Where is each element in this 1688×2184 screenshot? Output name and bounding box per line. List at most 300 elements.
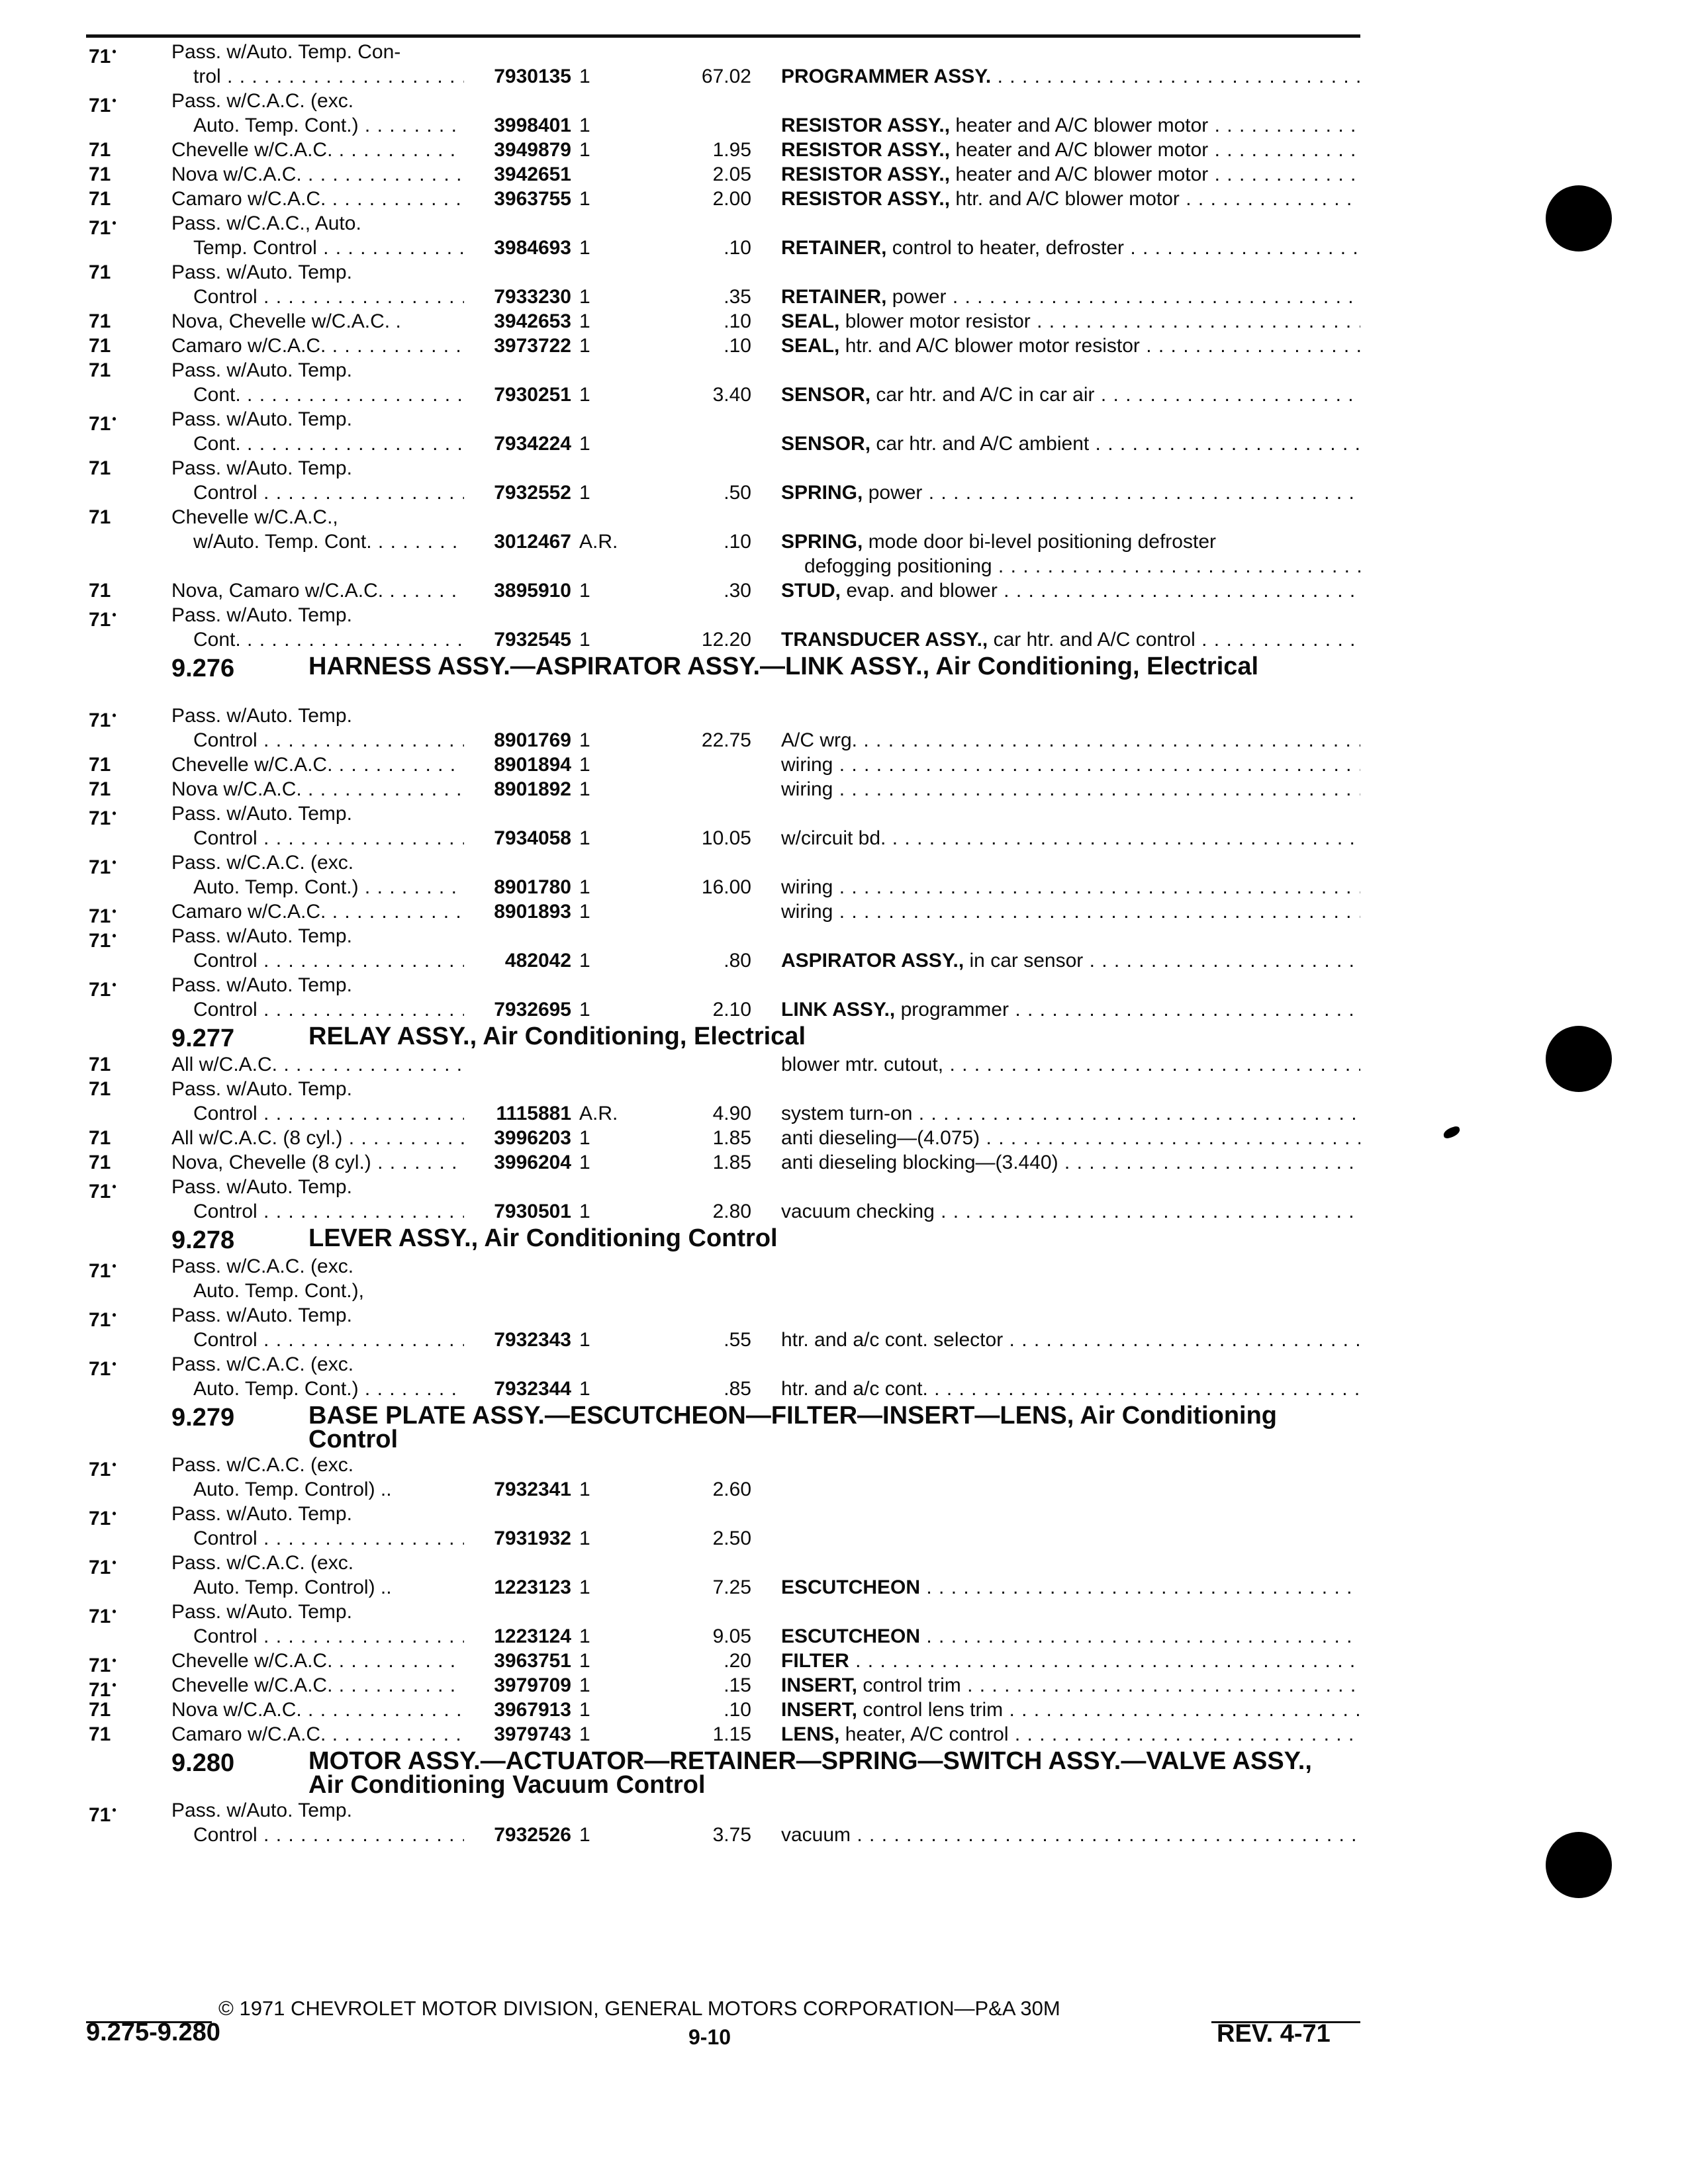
list-item [0,236,1688,260]
quantity: 1 [579,482,590,504]
price: .10 [724,335,751,357]
list-item [0,1698,1688,1722]
model-year-value: 71 [89,1699,111,1721]
quantity: 1 [579,1824,590,1846]
application: Pass. w/Auto. Temp. [171,261,352,283]
quantity: 1 [579,237,590,259]
model-year-value: 71 [89,1181,111,1203]
description-detail: anti dieseling—(4.075) [781,1127,980,1149]
description [781,1673,1360,1698]
list-item [0,358,1688,383]
application: Pass. w/Auto. Temp. [171,457,352,479]
list-item [0,899,1688,927]
description-detail: control trim [857,1674,961,1696]
application: Chevelle w/C.A.C. . . . [171,752,464,777]
price: .80 [724,950,751,972]
model-year [89,505,155,529]
section-title: BASE PLATE ASSY.—ESCUTCHEON—FILTER—INSERT—LENS, Air Conditioning Control [308,1402,1278,1453]
description [781,899,1360,924]
quantity: 1 [579,1378,590,1400]
application: Pass. w/C.A.C. (exc. [171,852,354,874]
price: 22.75 [701,729,751,751]
section-number: 9.276 [171,655,235,682]
list-item [0,113,1688,138]
description [781,383,1360,407]
description [804,554,1360,578]
application: Auto. Temp. Control) .. [193,1479,392,1500]
price: 9.05 [712,1625,751,1647]
description-detail: htr. and A/C blower motor [950,188,1180,210]
description [781,1649,1360,1673]
part-number: 1223123 [494,1576,571,1598]
star-mark: • [112,807,117,820]
description [781,187,1360,211]
quantity: 1 [579,188,590,210]
quantity: 1 [579,433,590,455]
model-year-value: 71 [89,1557,111,1578]
list-item [0,1575,1688,1600]
quantity: 1 [579,950,590,972]
list-item [0,211,1688,239]
description-detail: system turn-on [781,1103,913,1124]
section-title: RELAY ASSY., Air Conditioning, Electrical [308,1023,806,1050]
description [781,948,1360,973]
list-item [0,1722,1688,1747]
list-item [0,89,1688,116]
footer-section-range: 9.275-9.280 [86,2019,220,2046]
list-item [0,1649,1688,1676]
description-detail: car htr. and A/C ambient [870,433,1090,455]
section-number: 9.277 [171,1024,235,1052]
quantity: 1 [579,1625,590,1647]
section-number: 9.279 [171,1404,235,1432]
quantity: 1 [579,729,590,751]
quantity: 1 [579,580,590,602]
model-year [89,334,155,358]
list-item [0,1477,1688,1502]
part-number: 3895910 [494,580,571,602]
star-mark: • [112,94,117,107]
application: Pass. w/Auto. Temp. [171,408,352,430]
description-detail: blower motor resistor [839,310,1031,332]
list-item [0,1175,1688,1203]
quantity: 1 [579,1329,590,1351]
quantity: 1 [579,114,590,136]
quantity: 1 [579,66,590,87]
star-mark: • [112,905,117,918]
application: Nova, Chevelle w/C.A.C. . [171,310,401,332]
quantity: 1 [579,1650,590,1672]
part-number: 1223124 [494,1625,571,1647]
price: .10 [724,237,751,259]
quantity: 1 [579,384,590,406]
application: Camaro w/C.A.C. . . . [171,187,464,211]
list-item [0,627,1688,652]
price: .85 [724,1378,751,1400]
price: 1.85 [712,1152,751,1173]
description-name: LINK ASSY., [781,999,896,1021]
description-name: FILTER [781,1650,849,1672]
application: Camaro w/C.A.C. . . . [171,334,464,358]
model-year-value: 71 [89,413,111,435]
description [781,432,1360,456]
application: Pass. w/Auto. Temp. [171,1304,352,1326]
model-year-value: 71 [89,46,111,68]
application: All w/C.A.C. (8 cyl.) . . . [171,1126,464,1150]
model-year-value: 71 [89,709,111,731]
application: Control . . . [193,480,464,505]
list-item [0,407,1688,435]
star-mark: • [112,1180,117,1193]
description-detail: htr. and A/C blower motor resistor [839,335,1140,357]
price: 2.80 [712,1201,751,1222]
description-name: SEAL, [781,335,840,357]
application: Cont. . . . [193,432,464,456]
list-item [0,309,1688,334]
section-title: LEVER ASSY., Air Conditioning Control [308,1224,778,1252]
list-item [0,383,1688,407]
star-mark: • [112,929,117,942]
list-item [0,64,1688,89]
model-year-value: 71 [89,930,111,952]
quantity: 1 [579,1723,590,1745]
model-year-value: 71 [89,807,111,829]
description [781,1126,1360,1150]
application: Nova, Chevelle (8 cyl.) . . . [171,1150,464,1175]
description-detail: car htr. and A/C control [988,629,1196,651]
model-year [89,1077,155,1101]
list-item [0,1624,1688,1649]
price: .55 [724,1329,751,1351]
description-detail: control to heater, defroster [886,237,1124,259]
model-year-value: 71 [89,1723,111,1745]
price: .30 [724,580,751,602]
star-mark: • [112,1654,117,1667]
quantity: 1 [579,827,590,849]
model-year-value: 71 [89,261,111,283]
list-item [0,1126,1688,1150]
application: Pass. w/Auto. Temp. [171,1799,352,1821]
model-year [89,138,155,162]
model-year [89,309,155,334]
description [781,113,1360,138]
application: Pass. w/Auto. Temp. [171,1503,352,1525]
description-detail: wiring [781,778,833,800]
description-name: TRANSDUCER ASSY., [781,629,988,651]
list-item [0,777,1688,801]
list-item [0,456,1688,480]
star-mark: • [112,1308,117,1322]
application: Auto. Temp. Control) .. [193,1576,392,1598]
list-item [0,1502,1688,1529]
part-number: 3942651 [494,163,571,185]
model-year-value: 71 [89,217,111,239]
part-number: 7930251 [494,384,571,406]
part-number: 7932526 [494,1824,571,1846]
description-name: RETAINER, [781,286,887,308]
application: Pass. w/Auto. Temp. [171,925,352,947]
part-number: 7931932 [494,1527,571,1549]
list-item [0,826,1688,850]
list-item [0,704,1688,731]
list-item [0,1673,1688,1701]
description-detail: w/circuit bd. [781,827,886,849]
description-detail: htr. and a/c cont. [781,1378,928,1400]
part-number: 3973722 [494,335,571,357]
description [781,826,1360,850]
star-mark: • [112,1605,117,1618]
part-number: 8901894 [494,754,571,776]
price: 7.25 [712,1576,751,1598]
list-item [0,1279,1688,1303]
model-year-value: 71 [89,979,111,1001]
quantity: 1 [579,778,590,800]
description [781,1150,1360,1175]
model-year-value: 71 [89,139,111,161]
description [781,1101,1360,1126]
description-name: SEAL, [781,310,840,332]
section-heading [0,652,1688,704]
model-year [89,187,155,211]
application: Pass. w/Auto. Temp. [171,359,352,381]
application: All w/C.A.C. . . . [171,1052,464,1077]
model-year-value: 71 [89,778,111,800]
application: Pass. w/Auto. Temp. [171,974,352,996]
section-heading [0,1224,1688,1254]
part-number: 8901769 [494,729,571,751]
application: Control . . . [193,1328,464,1352]
application: Auto. Temp. Cont.) . . . [193,875,464,899]
section-heading [0,1022,1688,1052]
model-year [89,1150,155,1175]
application: Pass. w/C.A.C. (exc. [171,1454,354,1476]
application: Pass. w/Auto. Temp. [171,803,352,825]
list-item [0,801,1688,829]
section-heading [0,1401,1688,1453]
quantity: 1 [579,876,590,898]
description [781,309,1360,334]
description-detail: defogging positioning [804,555,992,577]
description-detail: htr. and a/c cont. selector [781,1329,1004,1351]
quantity: 1 [579,1152,590,1173]
model-year-value: 71 [89,335,111,357]
description-name: RETAINER, [781,237,887,259]
application: Pass. w/C.A.C. (exc. [171,90,354,112]
part-number: 3996204 [494,1152,571,1173]
star-mark: • [112,1507,117,1520]
model-year-value: 71 [89,856,111,878]
price: 10.05 [701,827,751,849]
star-mark: • [112,1259,117,1273]
list-item [0,480,1688,505]
model-year-value: 71 [89,1655,111,1676]
model-year-value: 71 [89,1459,111,1480]
price: 1.85 [712,1127,751,1149]
price: .10 [724,531,751,553]
application: Control . . . [193,1823,464,1847]
part-number: 7934224 [494,433,571,455]
list-item [0,578,1688,603]
quantity: 1 [579,139,590,161]
part-number: 482042 [504,950,571,972]
description-name: RESISTOR ASSY., [781,163,951,185]
application: Pass. w/C.A.C. (exc. [171,1552,354,1574]
part-number: 7930135 [494,66,571,87]
list-item [0,432,1688,456]
star-mark: • [112,216,117,230]
star-mark: • [112,1803,117,1817]
description-name: INSERT, [781,1674,858,1696]
description-detail: heater and A/C blower motor [950,163,1209,185]
part-number: 3949879 [494,139,571,161]
price: .15 [724,1674,751,1696]
description-name: ESCUTCHEON [781,1576,921,1598]
part-number: 7932344 [494,1378,571,1400]
list-item [0,1526,1688,1551]
price: 2.10 [712,999,751,1021]
application: Auto. Temp. Cont.) . . . [193,113,464,138]
price: 67.02 [701,66,751,87]
description-name: ASPIRATOR ASSY., [781,950,964,972]
list-item [0,850,1688,878]
star-mark: • [112,1556,117,1569]
part-number: 3996203 [494,1127,571,1149]
star-mark: • [112,1357,117,1371]
description [781,1722,1360,1747]
description [781,777,1360,801]
model-year [89,162,155,187]
description-name: INSERT, [781,1699,858,1721]
section-number: 9.278 [171,1226,235,1254]
price: 2.05 [712,163,751,185]
list-item [0,554,1688,578]
section-number: 9.280 [171,1749,235,1777]
price: 4.90 [712,1103,751,1124]
footer-revision: REV. 4-71 [1217,2020,1331,2048]
application: Control . . . [193,1199,464,1224]
quantity: 1 [579,1127,590,1149]
description [781,138,1360,162]
list-item [0,948,1688,973]
description [781,1052,1360,1077]
description [781,1199,1360,1224]
list-item [0,603,1688,631]
quantity: 1 [579,629,590,651]
application: Control . . . [193,728,464,752]
description-name: SPRING, [781,531,863,553]
list-item [0,752,1688,777]
footer-page-number: 9-10 [688,2025,731,2049]
application: Pass. w/Auto. Temp. [171,604,352,626]
quantity: 1 [579,310,590,332]
star-mark: • [112,45,117,58]
model-year-value: 71 [89,359,111,381]
description-detail: vacuum [781,1824,851,1846]
model-year-value: 71 [89,506,111,528]
description-name: PROGRAMMER ASSY. [781,66,992,87]
model-year-value: 71 [89,1054,111,1075]
description-detail: power [863,482,923,504]
part-number: 3979743 [494,1723,571,1745]
model-year-value: 71 [89,1679,111,1701]
star-mark: • [112,856,117,869]
part-number: 7932552 [494,482,571,504]
model-year-value: 71 [89,1804,111,1826]
application: Nova, Camaro w/C.A.C. . . . [171,578,464,603]
price: .35 [724,286,751,308]
application: Cont. . . . [193,627,464,652]
application: Pass. w/C.A.C. (exc. [171,1255,354,1277]
application: Control . . . [193,826,464,850]
description-name: RESISTOR ASSY., [781,114,951,136]
price: 2.00 [712,188,751,210]
list-item [0,260,1688,285]
description-detail: programmer [895,999,1009,1021]
description-detail: wiring [781,876,833,898]
list-item [0,1600,1688,1627]
star-mark: • [112,1458,117,1471]
price: 16.00 [701,876,751,898]
description-name: SENSOR, [781,433,871,455]
model-year-value: 71 [89,1606,111,1627]
description-detail: blower mtr. cutout, [781,1054,944,1075]
part-number: 7930501 [494,1201,571,1222]
application: Chevelle w/C.A.C., [171,506,338,528]
star-mark: • [112,1678,117,1692]
description-detail: mode door bi-level positioning defroster [863,531,1216,553]
description [781,752,1360,777]
list-item [0,1823,1688,1847]
description [781,334,1360,358]
description-name: RESISTOR ASSY., [781,188,951,210]
description-detail: heater and A/C blower motor [950,139,1209,161]
model-year-value: 71 [89,754,111,776]
description [781,285,1360,309]
quantity: 1 [579,901,590,923]
part-number: 3998401 [494,114,571,136]
application: Camaro w/C.A.C. . . . [171,1722,464,1747]
model-year [89,456,155,480]
part-number: 7932695 [494,999,571,1021]
part-number: 8901892 [494,778,571,800]
application: Cont. . . . [193,383,464,407]
part-number: 3963751 [494,1650,571,1672]
description [781,627,1360,652]
description [781,875,1360,899]
list-item [0,1551,1688,1578]
section-title: HARNESS ASSY.—ASPIRATOR ASSY.—LINK ASSY., Air Conditioning, Electrical [308,653,1259,680]
application: Temp. Control . . . [193,236,464,260]
list-item [0,505,1688,529]
model-year-value: 71 [89,310,111,332]
model-year-value: 71 [89,188,111,210]
price: .10 [724,1699,751,1721]
list-item [0,1052,1688,1077]
description-name: SENSOR, [781,384,871,406]
list-item [0,1199,1688,1224]
description-detail: in car sensor [964,950,1084,972]
application: Auto. Temp. Cont.), [193,1280,364,1302]
price: 2.60 [712,1479,751,1500]
price: 3.40 [712,384,751,406]
footer-copyright: © 1971 CHEVROLET MOTOR DIVISION, GENERAL MOTORS CORPORATION—P&A 30M [218,1997,1060,2020]
description-detail: heater, A/C control [839,1723,1009,1745]
quantity: A.R. [579,531,618,553]
application: Control . . . [193,997,464,1022]
list-item [0,1254,1688,1282]
list-item [0,1101,1688,1126]
model-year-value: 71 [89,1309,111,1331]
